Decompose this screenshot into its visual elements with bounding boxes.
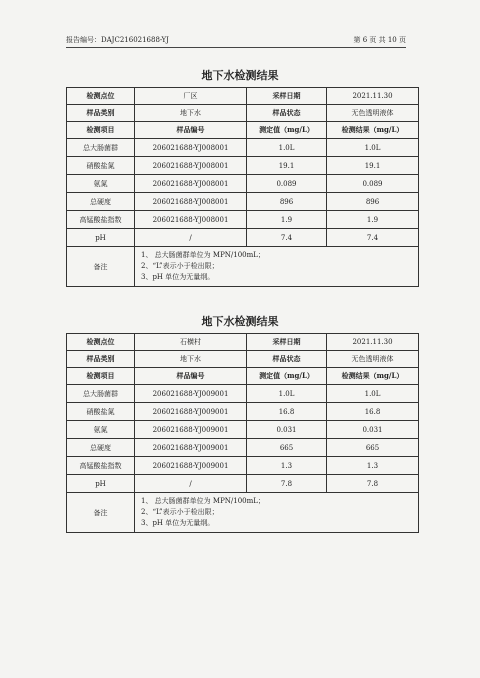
note-line: 1、 总大肠菌群单位为 MPN/100mL； [141,497,265,505]
sample-number: 206021688-YJ009001 [135,385,247,403]
measured-value: 7.4 [247,229,327,247]
table-1-title: 地下水检测结果 [201,69,279,82]
col-header-sample-no: 样品编号 [135,122,247,139]
table-row [67,211,419,229]
sample-date-value: 2021.11.30 [327,334,419,351]
notes-label: 备注 [67,247,135,287]
sample-date-label: 采样日期 [247,88,327,105]
table-row [67,421,419,439]
col-header-result: 检测结果（mg/L） [327,368,419,385]
notes-label: 备注 [67,493,135,533]
sample-number: 206021688-YJ008001 [135,157,247,175]
state-value: 无色透明液体 [327,351,419,368]
sample-number: 206021688-YJ009001 [135,439,247,457]
result-value: 665 [327,439,419,457]
table-2-title: 地下水检测结果 [201,315,279,328]
sample-number: 206021688-YJ008001 [135,193,247,211]
notes-content [135,247,419,287]
sample-number: / [135,475,247,493]
note-line: 2、“L”表示小于检出限； [141,262,219,270]
location-value: 厂区 [135,88,247,105]
measured-value: 1.0L [247,139,327,157]
result-table-2 [66,333,419,533]
item-name: 高锰酸盐指数 [67,211,135,229]
location-label: 检测点位 [67,88,135,105]
page-info: 第 6 页 共 10 页 [353,36,406,44]
item-name: 高锰酸盐指数 [67,457,135,475]
notes-content [135,493,419,533]
table-row [67,157,419,175]
col-header-item: 检测项目 [67,122,135,139]
table-row [67,439,419,457]
measured-value: 0.031 [247,421,327,439]
sample-number: 206021688-YJ008001 [135,211,247,229]
category-value: 地下水 [135,105,247,122]
location-label: 检测点位 [67,334,135,351]
table-row [67,475,419,493]
sample-number: 206021688-YJ009001 [135,457,247,475]
sample-number: / [135,229,247,247]
result-value: 1.3 [327,457,419,475]
result-value: 7.8 [327,475,419,493]
measured-value: 7.8 [247,475,327,493]
location-value: 石横村 [135,334,247,351]
sample-number: 206021688-YJ009001 [135,421,247,439]
item-name: 总硬度 [67,193,135,211]
measured-value: 0.089 [247,175,327,193]
col-header-result: 检测结果（mg/L） [327,122,419,139]
col-header-item: 检测项目 [67,368,135,385]
table-row [67,139,419,157]
measured-value: 16.8 [247,403,327,421]
item-name: 氨氮 [67,421,135,439]
page-header [66,35,406,48]
sample-date-value: 2021.11.30 [327,88,419,105]
category-value: 地下水 [135,351,247,368]
result-value: 896 [327,193,419,211]
category-label: 样品类别 [67,351,135,368]
result-value: 16.8 [327,403,419,421]
table-row [67,229,419,247]
category-label: 样品类别 [67,105,135,122]
item-name: 氨氮 [67,175,135,193]
report-number: 报告编号：DAJC216021688-YJ [66,36,169,44]
result-value: 0.031 [327,421,419,439]
note-line: 3、pH 单位为无量纲。 [141,273,215,281]
state-label: 样品状态 [247,351,327,368]
item-name: 总大肠菌群 [67,139,135,157]
state-value: 无色透明液体 [327,105,419,122]
result-value: 7.4 [327,229,419,247]
measured-value: 1.3 [247,457,327,475]
col-header-sample-no: 样品编号 [135,368,247,385]
measured-value: 19.1 [247,157,327,175]
item-name: 总硬度 [67,439,135,457]
result-value: 19.1 [327,157,419,175]
result-value: 0.089 [327,175,419,193]
result-table-1 [66,87,419,287]
item-name: pH [67,229,135,247]
table-row [67,175,419,193]
table-row [67,403,419,421]
result-value: 1.9 [327,211,419,229]
sample-number: 206021688-YJ008001 [135,175,247,193]
sample-number: 206021688-YJ008001 [135,139,247,157]
table-row [67,385,419,403]
sample-number: 206021688-YJ009001 [135,403,247,421]
measured-value: 1.9 [247,211,327,229]
note-line: 2、“L”表示小于检出限； [141,508,219,516]
note-line: 3、pH 单位为无量纲。 [141,519,215,527]
measured-value: 665 [247,439,327,457]
measured-value: 896 [247,193,327,211]
item-name: 硝酸盐氮 [67,403,135,421]
table-row [67,457,419,475]
item-name: pH [67,475,135,493]
state-label: 样品状态 [247,105,327,122]
table-row [67,193,419,211]
item-name: 总大肠菌群 [67,385,135,403]
col-header-measured: 测定值（mg/L） [247,368,327,385]
sample-date-label: 采样日期 [247,334,327,351]
result-value: 1.0L [327,385,419,403]
result-value: 1.0L [327,139,419,157]
note-line: 1、 总大肠菌群单位为 MPN/100mL； [141,251,265,259]
item-name: 硝酸盐氮 [67,157,135,175]
measured-value: 1.0L [247,385,327,403]
col-header-measured: 测定值（mg/L） [247,122,327,139]
